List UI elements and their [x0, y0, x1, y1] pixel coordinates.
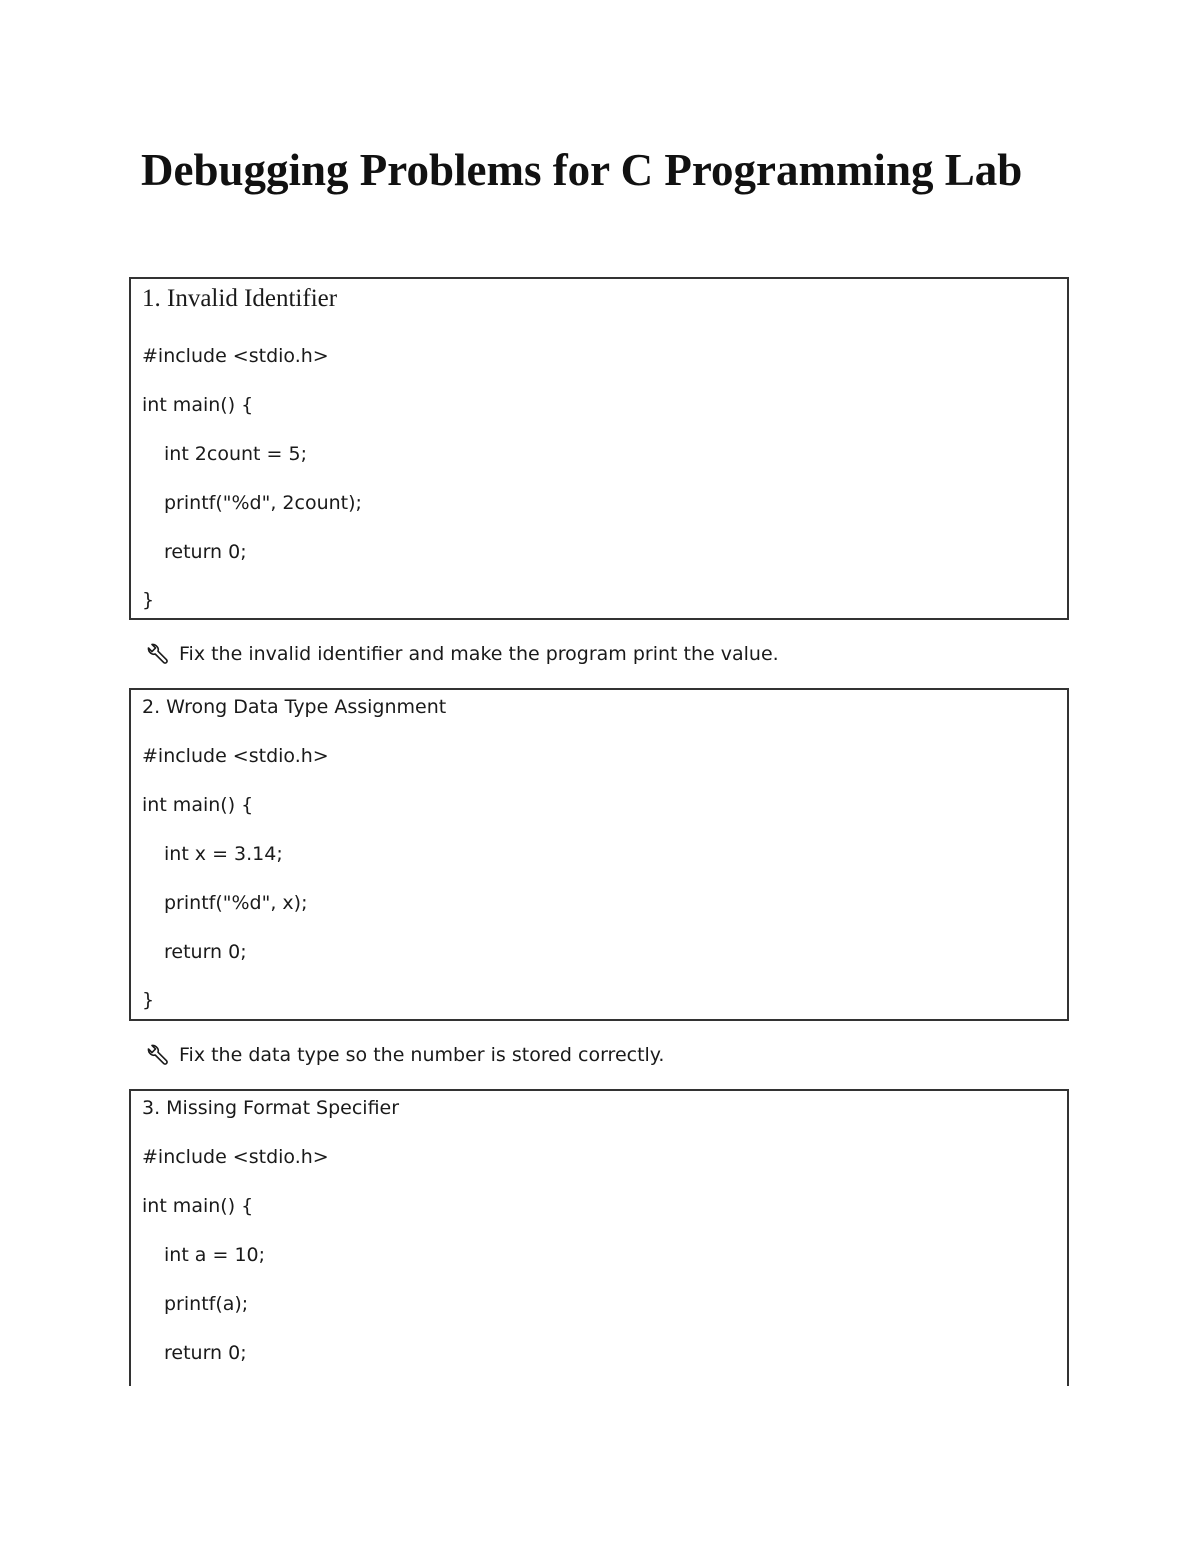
problem-3-heading: 3. Missing Format Specifier: [142, 1097, 400, 1119]
code-line: #include <stdio.h>: [142, 345, 329, 367]
problem-3-box: [129, 1089, 1069, 1386]
code-line: return 0;: [164, 941, 247, 963]
wrench-icon: [143, 639, 173, 669]
code-line: printf("%d", x);: [164, 892, 308, 914]
code-line: #include <stdio.h>: [142, 745, 329, 767]
code-line: return 0;: [164, 1342, 247, 1364]
code-line: int 2count = 5;: [164, 443, 307, 465]
problem-1-note: [143, 639, 779, 669]
code-line: int main() {: [142, 394, 254, 416]
code-line: int a = 10;: [164, 1244, 266, 1266]
code-line: int x = 3.14;: [164, 843, 283, 865]
code-line: int main() {: [142, 794, 254, 816]
code-line: return 0;: [164, 541, 247, 563]
code-line: printf("%d", 2count);: [164, 492, 362, 514]
wrench-icon: [143, 1040, 173, 1070]
code-line: int main() {: [142, 1195, 254, 1217]
problem-1-heading: 1. Invalid Identifier: [142, 285, 338, 312]
code-line: }: [142, 589, 155, 611]
problem-2-heading: 2. Wrong Data Type Assignment: [142, 696, 447, 718]
page-title: Debugging Problems for C Programming Lab: [141, 145, 1023, 195]
code-line: printf(a);: [164, 1293, 249, 1315]
code-line: }: [142, 989, 155, 1011]
problem-1-box: [129, 277, 1069, 620]
problem-2-note: [143, 1040, 664, 1070]
code-line: #include <stdio.h>: [142, 1146, 329, 1168]
note-text: Fix the data type so the number is stored correctly.: [179, 1044, 665, 1066]
note-text: Fix the invalid identifier and make the program print the value.: [179, 643, 779, 665]
problem-2-box: [129, 688, 1069, 1021]
